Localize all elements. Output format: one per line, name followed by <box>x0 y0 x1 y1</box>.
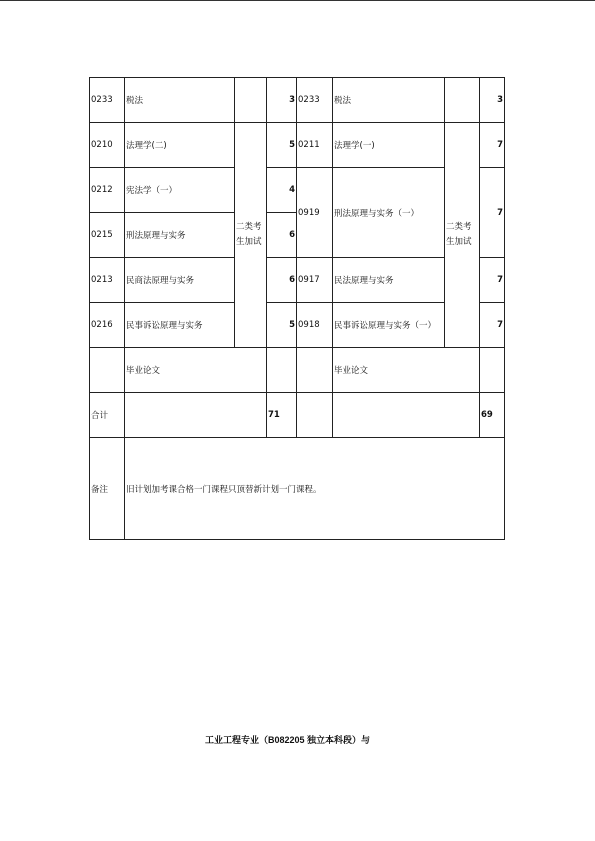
course-name-old: 刑法原理与实务 <box>125 213 235 258</box>
credit-old: 6 <box>267 258 297 303</box>
remark-label: 备注 <box>90 438 125 540</box>
course-code-old: 0215 <box>90 213 125 258</box>
course-name-old: 民事诉讼原理与实务 <box>125 303 235 348</box>
course-name-old: 税法 <box>125 78 235 123</box>
course-name-old: 宪法学（一） <box>125 168 235 213</box>
table-row <box>90 123 505 168</box>
empty-cell <box>267 348 297 393</box>
credit-old: 5 <box>267 123 297 168</box>
extra-exam-note-old: 二类考 生加试 <box>235 123 267 348</box>
table-row <box>90 78 505 123</box>
empty-cell <box>445 78 480 123</box>
total-row <box>90 393 505 438</box>
credit-new: 3 <box>480 78 505 123</box>
course-code-new: 0211 <box>297 123 333 168</box>
thesis-row <box>90 348 505 393</box>
section-heading: 工业工程专业（B082205 独立本科段）与 <box>205 735 371 745</box>
empty-cell <box>297 393 333 438</box>
course-code-new: 0919 <box>297 168 333 258</box>
remark-row <box>90 438 505 540</box>
thesis-old: 毕业论文 <box>125 348 267 393</box>
total-label: 合计 <box>90 393 125 438</box>
empty-cell <box>125 393 267 438</box>
course-replacement-table <box>89 77 505 540</box>
course-code-new: 0917 <box>297 258 333 303</box>
course-name-new: 法理学(一) <box>333 123 445 168</box>
credit-new: 7 <box>480 168 505 258</box>
credit-old: 5 <box>267 303 297 348</box>
empty-cell <box>235 78 267 123</box>
credit-old: 3 <box>267 78 297 123</box>
empty-cell <box>90 348 125 393</box>
total-credit-old: 71 <box>267 393 297 438</box>
total-credit-new: 69 <box>480 393 505 438</box>
course-name-new: 刑法原理与实务（一） <box>333 168 445 258</box>
table-row <box>90 258 505 303</box>
course-code-old: 0212 <box>90 168 125 213</box>
page-top-rule <box>0 0 595 1</box>
course-code-old: 0216 <box>90 303 125 348</box>
credit-old: 4 <box>267 168 297 213</box>
course-name-new: 民法原理与实务 <box>333 258 445 303</box>
credit-new: 7 <box>480 303 505 348</box>
empty-cell <box>297 348 333 393</box>
credit-new: 7 <box>480 258 505 303</box>
course-name-old: 民商法原理与实务 <box>125 258 235 303</box>
credit-new: 7 <box>480 123 505 168</box>
course-code-old: 0233 <box>90 78 125 123</box>
course-name-new: 民事诉讼原理与实务（一） <box>333 303 445 348</box>
empty-cell <box>333 393 480 438</box>
course-name-new: 税法 <box>333 78 445 123</box>
course-code-new: 0918 <box>297 303 333 348</box>
remark-text: 旧计划加考课合格一门课程只顶替新计划一门课程。 <box>125 438 505 540</box>
table-row <box>90 303 505 348</box>
credit-old: 6 <box>267 213 297 258</box>
thesis-new: 毕业论文 <box>333 348 480 393</box>
course-code-old: 0210 <box>90 123 125 168</box>
empty-cell <box>480 348 505 393</box>
course-code-old: 0213 <box>90 258 125 303</box>
extra-exam-note-new: 二类考 生加试 <box>445 123 480 348</box>
course-code-new: 0233 <box>297 78 333 123</box>
table-row <box>90 168 505 213</box>
course-name-old: 法理学(二) <box>125 123 235 168</box>
